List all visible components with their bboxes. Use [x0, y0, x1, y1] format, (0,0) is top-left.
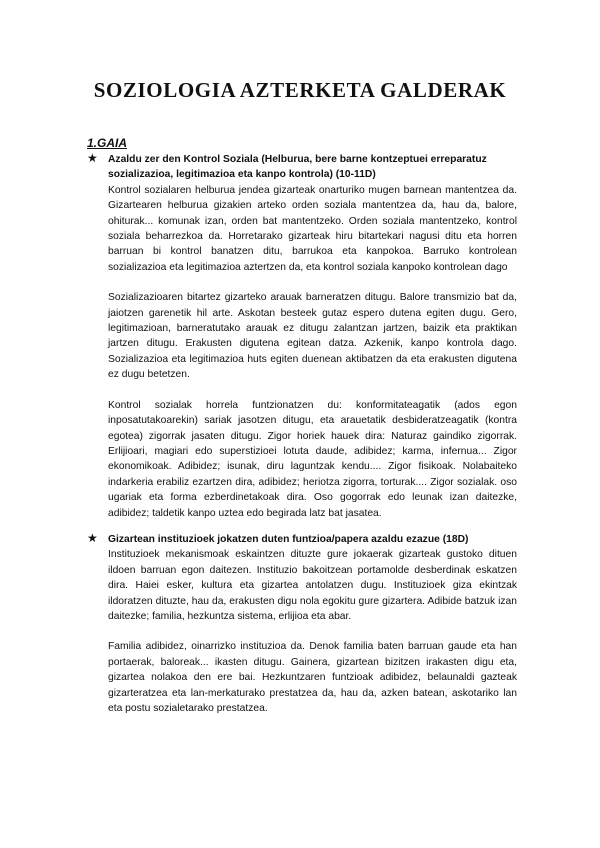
paragraph-spacer: [87, 275, 517, 290]
paragraph-spacer: [87, 624, 517, 639]
question-2-paragraph-1: Instituzioek mekanismoak eskaintzen dituzte gure jokaerak gizarteak gustoko dituen ildoen barruan egon daitezen. Instituzio bakoitzean portamolde desberdinak eskatzen dira. Haiei esker, kultura eta gizartea antolatzen dugu. Instituzioek giza ekintzak ildoratzen dituzte, hau da, erakusten digu nola egokitu gure gizartera. Adibide batzuk izan daitezke; familia, hezkuntza sistema, erlijioa eta abar.: [108, 549, 517, 623]
question-2-paragraph-2: Familia adibidez, oinarrizko instituzioa da. Denok familia baten barruan gaude eta han portaerak, baloreak... ikasten ditugu. Gainera, gizartean bizitzen irakasten digu eta, gizartea nolakoa den ere bai. Hezkuntzaren funtzioak adibidez, belaunaldi gazteak gizarteratzea eta lan-merkaturako prestatzea da, hau da, azken batean, askotariko lan eta postu sozialetarako prestatzea.: [108, 641, 517, 715]
question-2: [87, 532, 517, 716]
paragraph-spacer: [87, 383, 517, 398]
question-1-paragraph-1: Kontrol sozialaren helburua jendea gizarteak onarturiko mugen barnean mantentzea da. Gizartearen helburua gizakien arteko orden soziala mantentzea da, hau da, balore, ohiturak... komunak izan, orden bat mantentzeko. Orden soziala mantentzeko, kontrol soziala beharrezkoa da. Horretarako gizarteak hiru bitartekari nagusi ditu eta horren barruan bi kontrol banatzen ditu, barrukoa eta kanpokoa. Barruko kontrolean sozializazioa eta legitimazioa aztertzen da, eta kontrol soziala kanpoko kontrolean dago: [108, 184, 517, 273]
question-2-title: Gizartean instituzioek jokatzen duten funtzioa/papera azaldu ezazue (18D): [108, 534, 469, 545]
question-1-title: Azaldu zer den Kontrol Soziala (Helburua, bere barne kontzeptuei erreparatuz sozializazioa, legitimazioa eta kanpo kontrola) (10-11D): [108, 154, 487, 181]
star-icon: ★: [87, 531, 98, 545]
document-title: SOZIOLOGIA AZTERKETA GALDERAK: [93, 78, 507, 102]
question-1-paragraph-2: Sozializazioaren bitartez gizarteko arauak barneratzen ditugu. Balore transmizio bat da, jaiotzen garenetik hil arte. Askotan besteek gutaz espero dutena egiten dugu. Gero, legitimazioan, barneratutako arauak ez ditugu zalantzan jartzen, baizik eta praktikan jartzen ditugu. Erakusten digutena egitean datza. Azkenik, kanpo kontrola dago. Sozializazioa eta legitimazioa huts egiten duenean aktibatzen da eta erakusten digutena ez dugu betetzen.: [108, 292, 517, 381]
section-heading: 1.GAIA: [87, 136, 128, 150]
question-1-header: [87, 152, 517, 183]
question-1: [87, 152, 517, 521]
question-1-paragraph-3: Kontrol sozialak horrela funtzionatzen du: konformitateagatik (ados egon inposatutakoarekin) sariak jasotzen ditugu, eta arauetatik desbideratzeagatik (kontra egotea) zigorrak jasaten ditugu. Zigor horiek hauek dira: Naturaz gaindiko zigorrak. Erlijioari, magiari edo superstizioei lotuta daude, adibidez; karma, infernua... Zigor ekonomikoak. Adibidez; isunak, diru laguntzak kendu.... Zigor fisikoak. Nolabaiteko indarkeria erabiliz ezartzen dira, adibidez; heriotza zigorra, torturak.... Zigor sozialak. oso ugariak eta forma ezberdinetakoak dira. Oso gogorrak edo leunak izan daitezke, adibidez; taldetik kanpo uztea edo begirada latz bat jasatea.: [108, 399, 517, 519]
star-icon: ★: [87, 151, 98, 165]
question-2-header: [87, 532, 517, 547]
